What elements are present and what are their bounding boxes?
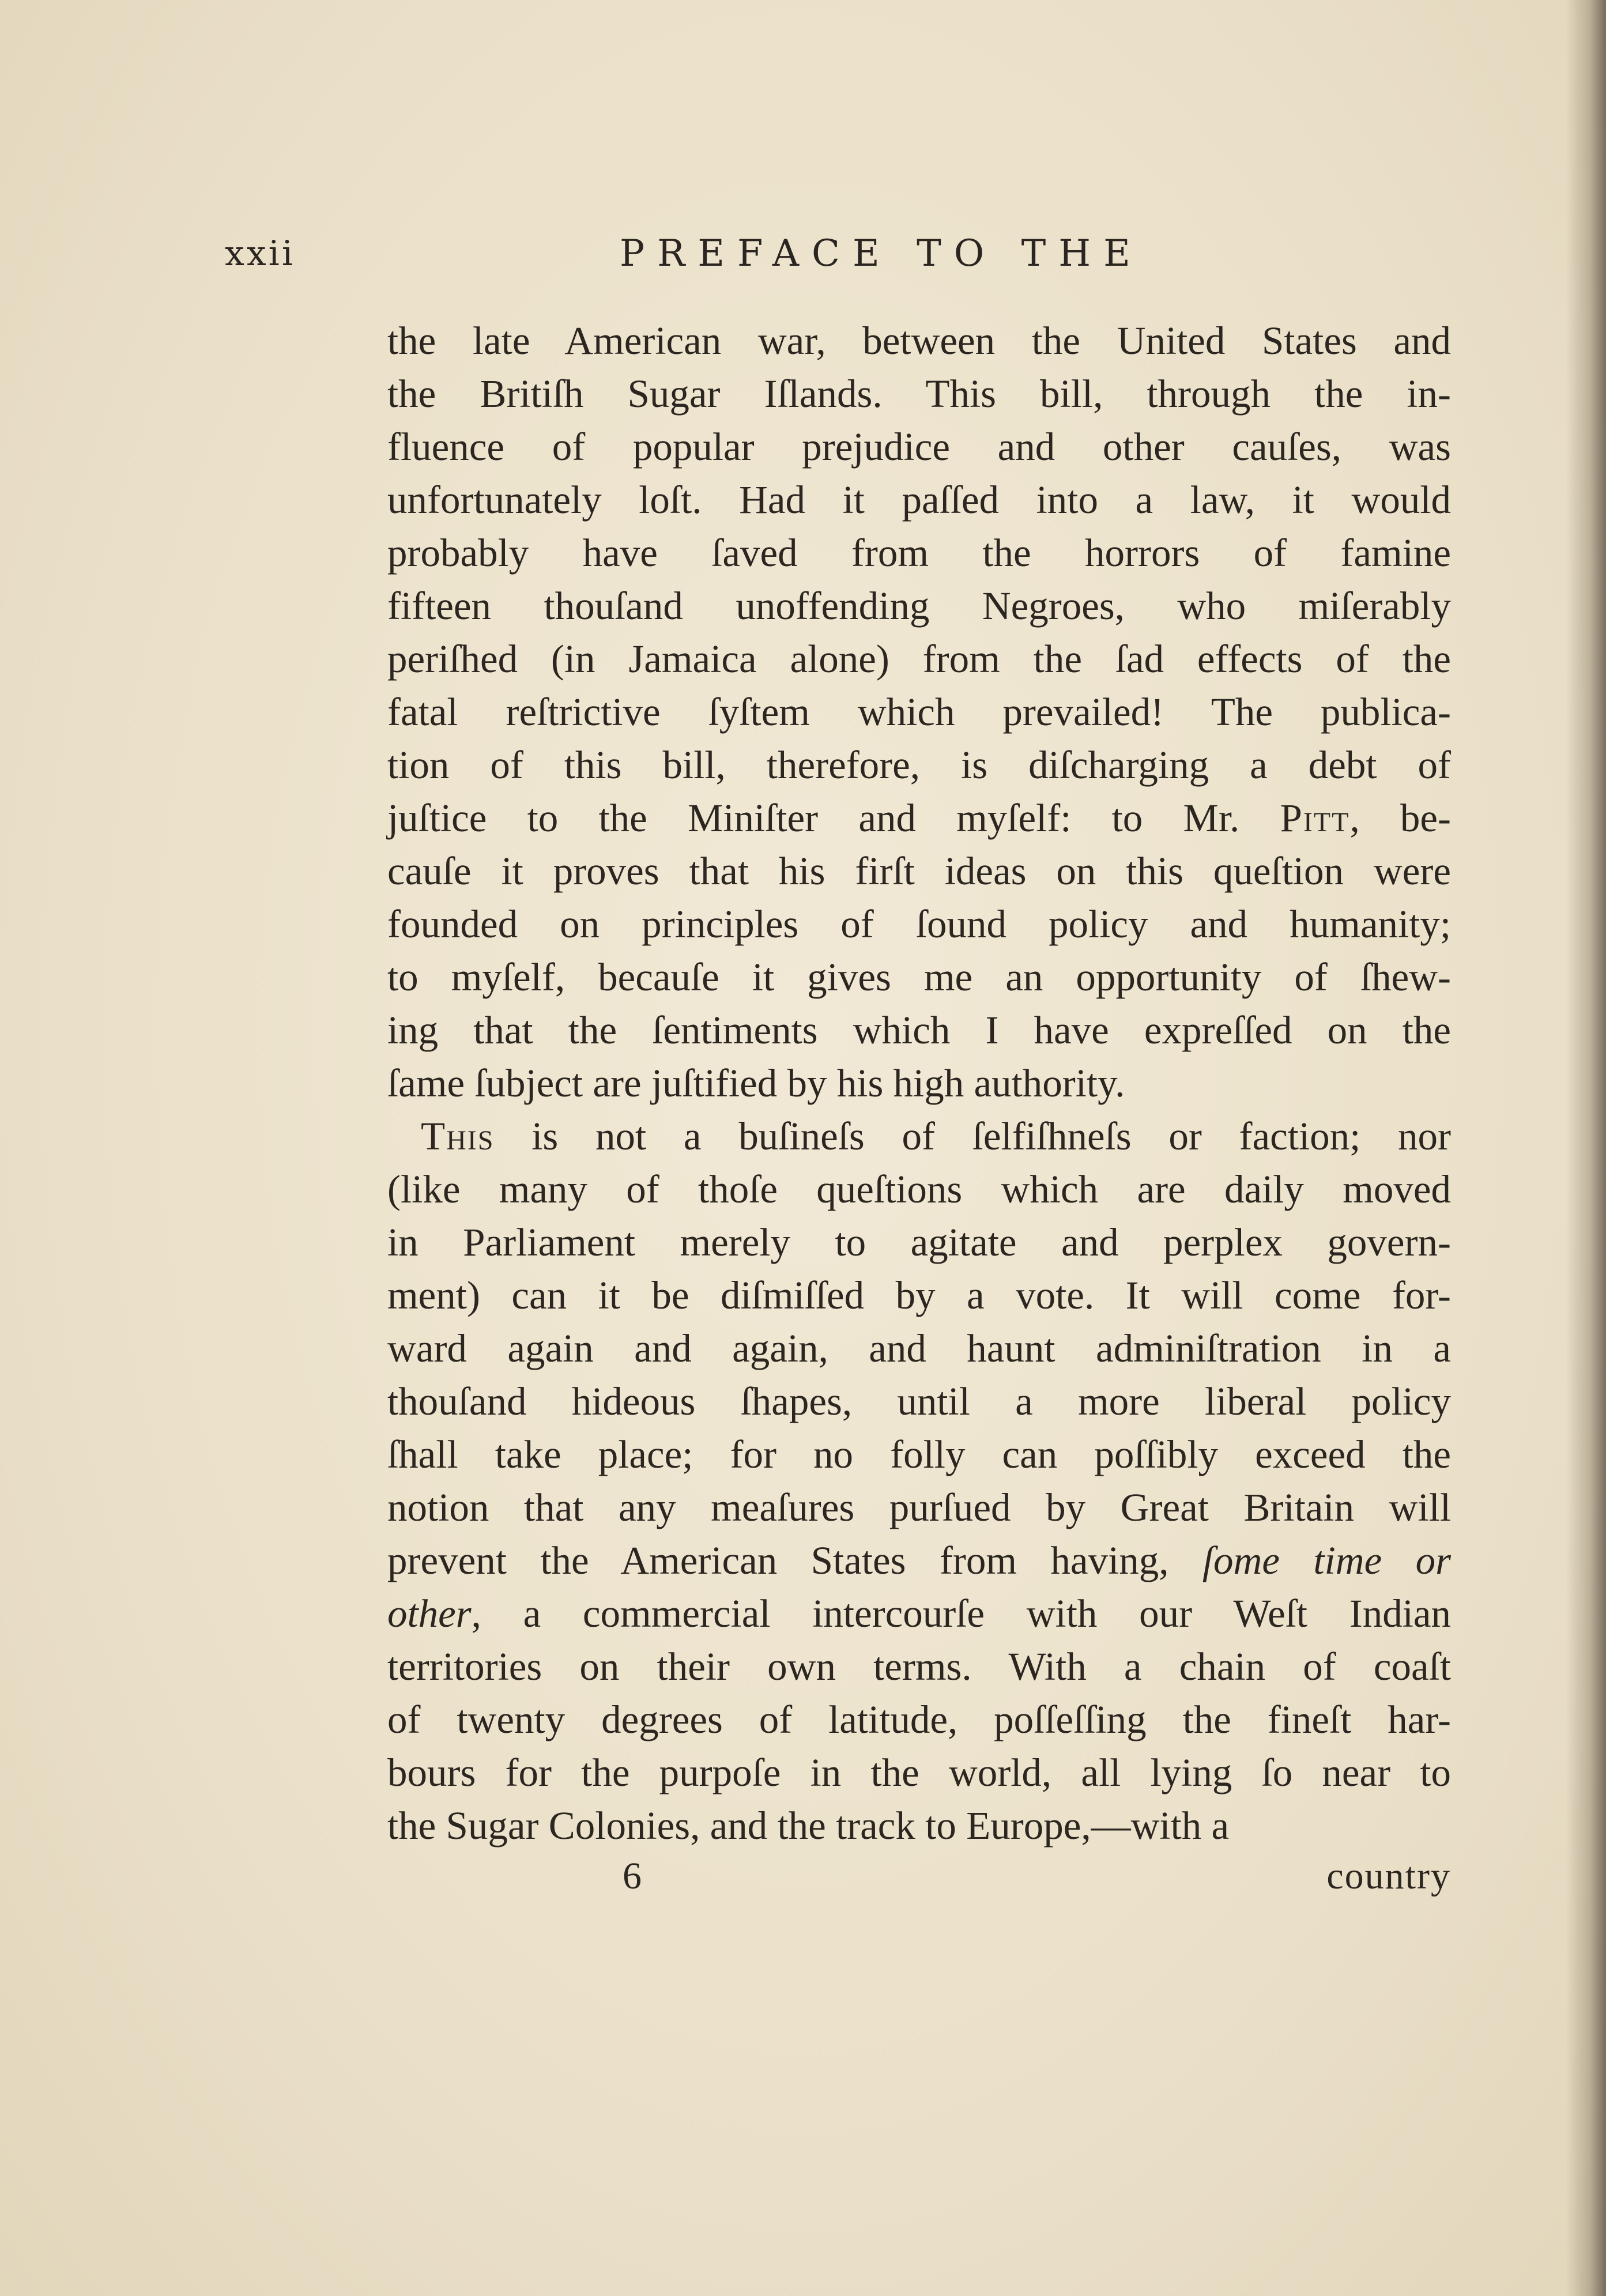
text-line: of twenty degrees of latitude, poſſeſſing the fineſt har- [387,1698,1451,1741]
text-line: ſhall take place; for no folly can poſſibly exceed the [387,1432,1451,1476]
small-caps-word: This [421,1114,495,1158]
page-footer [387,1850,1451,1902]
text-line: thouſand hideous ſhapes, until a more liberal policy [387,1379,1451,1423]
line-segment: juſtice to the Miniſter and myſelf: to Mr. [387,796,1280,840]
line-segment: is not a buſineſs of ſelfiſhneſs or faction; nor [494,1114,1451,1158]
signature-mark: 6 [623,1855,642,1897]
paragraph [387,1110,1451,1852]
text-line: bours for the purpoſe in the world, all lying ſo near to [387,1751,1451,1794]
text-line: periſhed (in Jamaica alone) from the ſad effects of the [387,637,1451,681]
text-line: fatal reſtrictive ſyſtem which prevailed! The publica- [387,690,1451,734]
line-segment: , be- [1349,796,1452,840]
text-line: probably have ſaved from the horrors of famine [387,531,1451,575]
text-line: the late American war, between the United States and [387,319,1451,363]
paragraph [387,314,1451,1110]
text-line: cauſe it proves that his firſt ideas on this queſtion were [387,849,1451,893]
text-line: the Sugar Colonies, and the track to Europe,—with a [387,1804,1230,1848]
line-segment: prevent the American States from having, [387,1539,1202,1582]
text-line [387,1587,1451,1640]
body-text [387,314,1451,1852]
italic-phrase: ſome time or [1202,1539,1451,1582]
text-line: unfortunately loſt. Had it paſſed into a law, it would [387,478,1451,522]
catchword: country [1326,1855,1451,1897]
text-line: notion that any meaſures purſued by Great Britain will [387,1486,1451,1529]
text-line: ment) can it be diſmiſſed by a vote. It will come for- [387,1273,1451,1317]
text-line: fluence of popular prejudice and other cauſes, was [387,425,1451,469]
text-line: tion of this bill, therefore, is diſcharging a debt of [387,743,1451,787]
italic-phrase: other [387,1592,472,1635]
text-line: fifteen thouſand unoffending Negroes, who miſerably [387,584,1451,628]
text-line [387,1110,1451,1163]
text-line: to myſelf, becauſe it gives me an opportunity of ſhew- [387,955,1451,999]
line-segment: , a commercial intercourſe with our Weſt Indian [471,1592,1451,1635]
page-number: xxii [225,233,296,274]
text-line: the Britiſh Sugar Iſlands. This bill, through the in- [387,372,1451,416]
running-title: PREFACE TO THE [620,232,1143,275]
page-edge-shadow [1566,0,1606,2296]
text-line: in Parliament merely to agitate and perplex govern- [387,1220,1451,1264]
text-line: (like many of thoſe queſtions which are daily moved [387,1167,1451,1211]
text-line [387,791,1451,844]
text-line [387,1534,1451,1587]
text-line: ſame ſubject are juſtified by his high authority. [387,1061,1125,1105]
text-line: ward again and again, and haunt adminiſtration in a [387,1326,1451,1370]
text-line: founded on principles of ſound policy and humanity; [387,902,1451,946]
text-line: territories on their own terms. With a chain of coaſt [387,1645,1451,1688]
text-line: ing that the ſentiments which I have expreſſed on the [387,1008,1451,1052]
running-head [0,228,1606,280]
small-caps-word: Pitt [1280,796,1350,840]
